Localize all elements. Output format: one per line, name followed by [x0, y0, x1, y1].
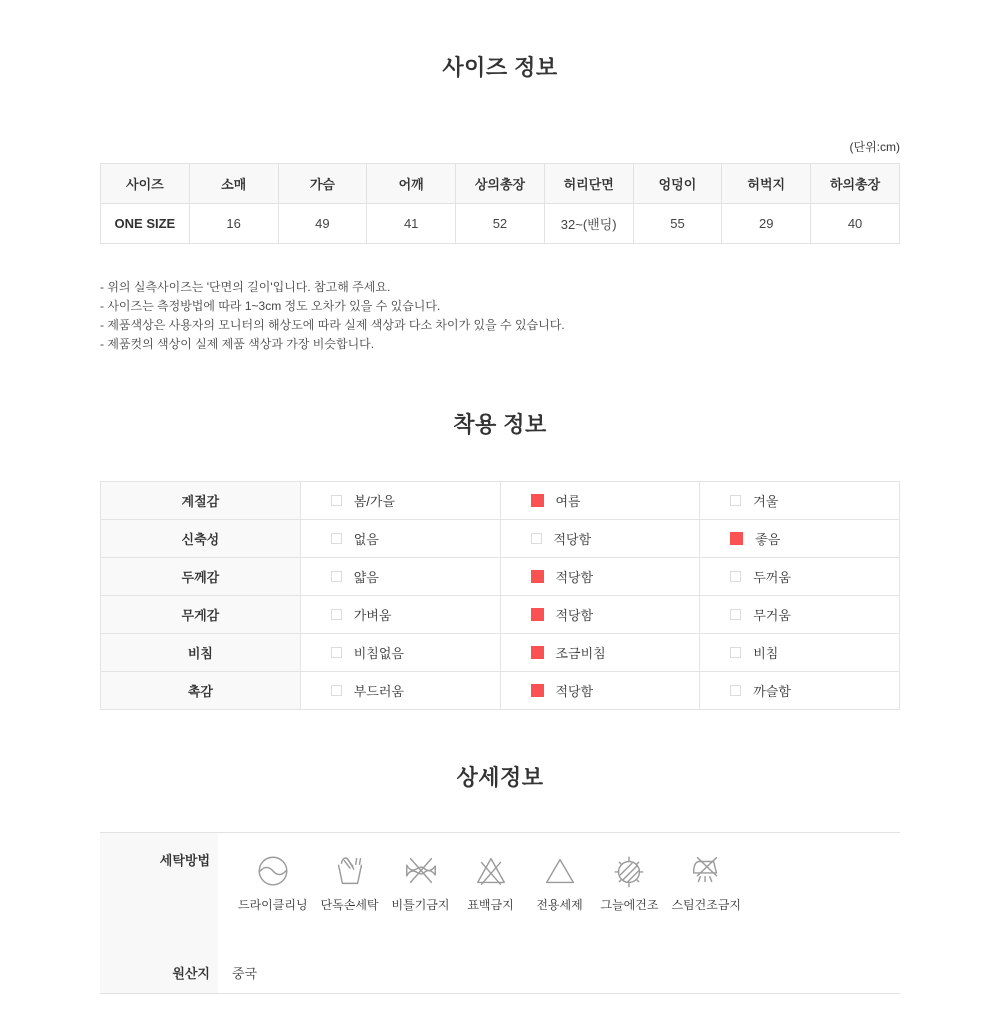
fit-option — [730, 491, 899, 510]
wash-method-row — [100, 833, 900, 951]
size-value-cell: 40 — [811, 204, 900, 244]
wash-method-label: 세탁방법 — [100, 833, 218, 951]
origin-label: 원산지 — [100, 951, 218, 993]
fit-option — [730, 643, 899, 662]
size-col-header: 상의총장 — [456, 164, 545, 204]
size-col-header: 엉덩이 — [633, 164, 722, 204]
option-label: 적당함 — [555, 570, 594, 585]
checkbox-indicator-icon — [730, 532, 743, 545]
checkbox-indicator-icon — [331, 533, 342, 544]
option-label: 좋음 — [755, 532, 781, 547]
checkbox-indicator-icon — [331, 495, 342, 506]
size-table — [100, 163, 900, 244]
checkbox-indicator-icon — [730, 685, 741, 696]
wash-item — [532, 852, 588, 913]
fit-option — [730, 605, 899, 624]
fit-row-texture — [101, 672, 900, 710]
fit-row-sheerness — [101, 634, 900, 672]
option-label: 얇음 — [353, 570, 379, 585]
wash-item — [392, 852, 450, 913]
wash-item-label: 그늘에건조 — [600, 898, 659, 912]
checkbox-indicator-icon — [531, 608, 544, 621]
wash-item-label: 단독손세탁 — [320, 898, 379, 912]
detail-info-table — [100, 832, 900, 994]
fit-row-label: 비침 — [101, 634, 301, 672]
size-value-cell: 52 — [456, 204, 545, 244]
fit-option — [331, 605, 500, 624]
checkbox-indicator-icon — [730, 495, 741, 506]
option-label: 적당함 — [555, 608, 594, 623]
option-label: 없음 — [353, 532, 379, 547]
checkbox-indicator-icon — [331, 571, 342, 582]
wash-item-label: 표백금지 — [467, 898, 514, 912]
no-bleach-icon — [472, 852, 510, 890]
note-line: - 사이즈는 측정방법에 따라 1~3cm 정도 오차가 있을 수 있습니다. — [100, 299, 441, 313]
option-label: 봄/가을 — [353, 494, 396, 509]
fit-option — [531, 529, 700, 548]
fit-row-label: 계절감 — [101, 482, 301, 520]
size-value-cell: 32~(밴딩) — [544, 204, 633, 244]
wash-item — [463, 852, 519, 913]
fit-option — [730, 529, 899, 548]
fit-option — [331, 643, 500, 662]
wash-item-label: 드라이클리닝 — [238, 898, 308, 912]
detail-section-title: 상세정보 — [456, 765, 544, 790]
wash-icon-list — [218, 833, 900, 951]
fit-row-stretch — [101, 520, 900, 558]
fit-row-label: 신축성 — [101, 520, 301, 558]
option-label: 까슬함 — [753, 684, 791, 699]
fit-option — [531, 681, 700, 700]
fit-row-label: 두께감 — [101, 558, 301, 596]
fit-row-weight — [101, 596, 900, 634]
checkbox-indicator-icon — [531, 684, 544, 697]
size-col-header: 어깨 — [367, 164, 456, 204]
no-steam-dry-icon — [687, 852, 725, 890]
fit-row-label: 무게감 — [101, 596, 301, 634]
shade-dry-icon — [610, 852, 648, 890]
wash-item-label: 전용세제 — [536, 898, 583, 912]
size-col-header: 허리단면 — [544, 164, 633, 204]
fit-option — [531, 605, 700, 624]
checkbox-indicator-icon — [331, 647, 342, 658]
checkbox-indicator-icon — [531, 570, 544, 583]
option-label: 적당함 — [555, 684, 594, 699]
no-wring-icon — [402, 852, 440, 890]
fit-section-title: 착용 정보 — [453, 412, 547, 437]
wash-item-label: 비틀기금지 — [391, 898, 450, 912]
size-section-title: 사이즈 정보 — [442, 55, 558, 80]
size-col-header: 소매 — [189, 164, 278, 204]
fit-option — [531, 643, 700, 662]
note-line: - 제품색상은 사용자의 모니터의 해상도에 따라 실제 색상과 다소 차이가 있을 수 있습니다. — [100, 318, 565, 332]
wash-item — [601, 852, 659, 913]
fit-option — [730, 567, 899, 586]
fit-option — [331, 491, 500, 510]
option-label: 가벼움 — [353, 608, 392, 623]
size-name-cell: ONE SIZE — [101, 204, 190, 244]
size-value-cell: 55 — [633, 204, 722, 244]
option-label: 여름 — [555, 494, 581, 509]
fit-option — [531, 491, 700, 510]
origin-row — [100, 951, 900, 993]
checkbox-indicator-icon — [531, 533, 542, 544]
size-col-header: 사이즈 — [101, 164, 190, 204]
size-col-header: 허벅지 — [722, 164, 811, 204]
unit-label: (단위:cm) — [849, 140, 900, 154]
origin-value: 중국 — [232, 965, 258, 981]
wash-item — [321, 852, 379, 913]
checkbox-indicator-icon — [531, 646, 544, 659]
size-col-header: 가슴 — [278, 164, 367, 204]
checkbox-indicator-icon — [730, 609, 741, 620]
wash-item-label: 스팀건조금지 — [671, 898, 742, 912]
fit-info-table — [100, 481, 900, 710]
checkbox-indicator-icon — [730, 571, 741, 582]
size-col-header: 하의총장 — [811, 164, 900, 204]
size-value-cell: 29 — [722, 204, 811, 244]
option-label: 두꺼움 — [753, 570, 791, 585]
fit-row-thickness — [101, 558, 900, 596]
checkbox-indicator-icon — [331, 685, 342, 696]
fit-option — [331, 681, 500, 700]
fit-option — [730, 681, 899, 700]
fit-option — [331, 567, 500, 586]
note-line: - 위의 실측사이즈는 '단면의 길이'입니다. 참고해 주세요. — [100, 280, 391, 294]
checkbox-indicator-icon — [531, 494, 544, 507]
product-info-page — [100, 0, 900, 1024]
checkbox-indicator-icon — [730, 647, 741, 658]
wash-item — [671, 852, 741, 913]
size-value-cell: 41 — [367, 204, 456, 244]
hand-wash-icon — [331, 852, 369, 890]
size-table-header-row — [101, 164, 900, 204]
option-label: 무거움 — [753, 608, 791, 623]
size-value-cell: 49 — [278, 204, 367, 244]
note-line: - 제품컷의 색상이 실제 제품 색상과 가장 비슷합니다. — [100, 337, 375, 351]
size-table-row — [101, 204, 900, 244]
wash-item — [238, 852, 308, 913]
option-label: 비침없음 — [353, 646, 404, 661]
fit-row-season — [101, 482, 900, 520]
fit-option — [331, 529, 500, 548]
special-detergent-icon — [541, 852, 579, 890]
option-label: 비침 — [753, 646, 779, 661]
option-label: 겨울 — [753, 494, 779, 509]
size-value-cell: 16 — [189, 204, 278, 244]
fit-row-label: 촉감 — [101, 672, 301, 710]
checkbox-indicator-icon — [331, 609, 342, 620]
fit-option — [531, 567, 700, 586]
size-notes — [100, 278, 900, 354]
option-label: 적당함 — [553, 532, 592, 547]
option-label: 조금비침 — [555, 646, 606, 661]
dry-cleaning-icon — [254, 852, 292, 890]
option-label: 부드러움 — [353, 684, 404, 699]
